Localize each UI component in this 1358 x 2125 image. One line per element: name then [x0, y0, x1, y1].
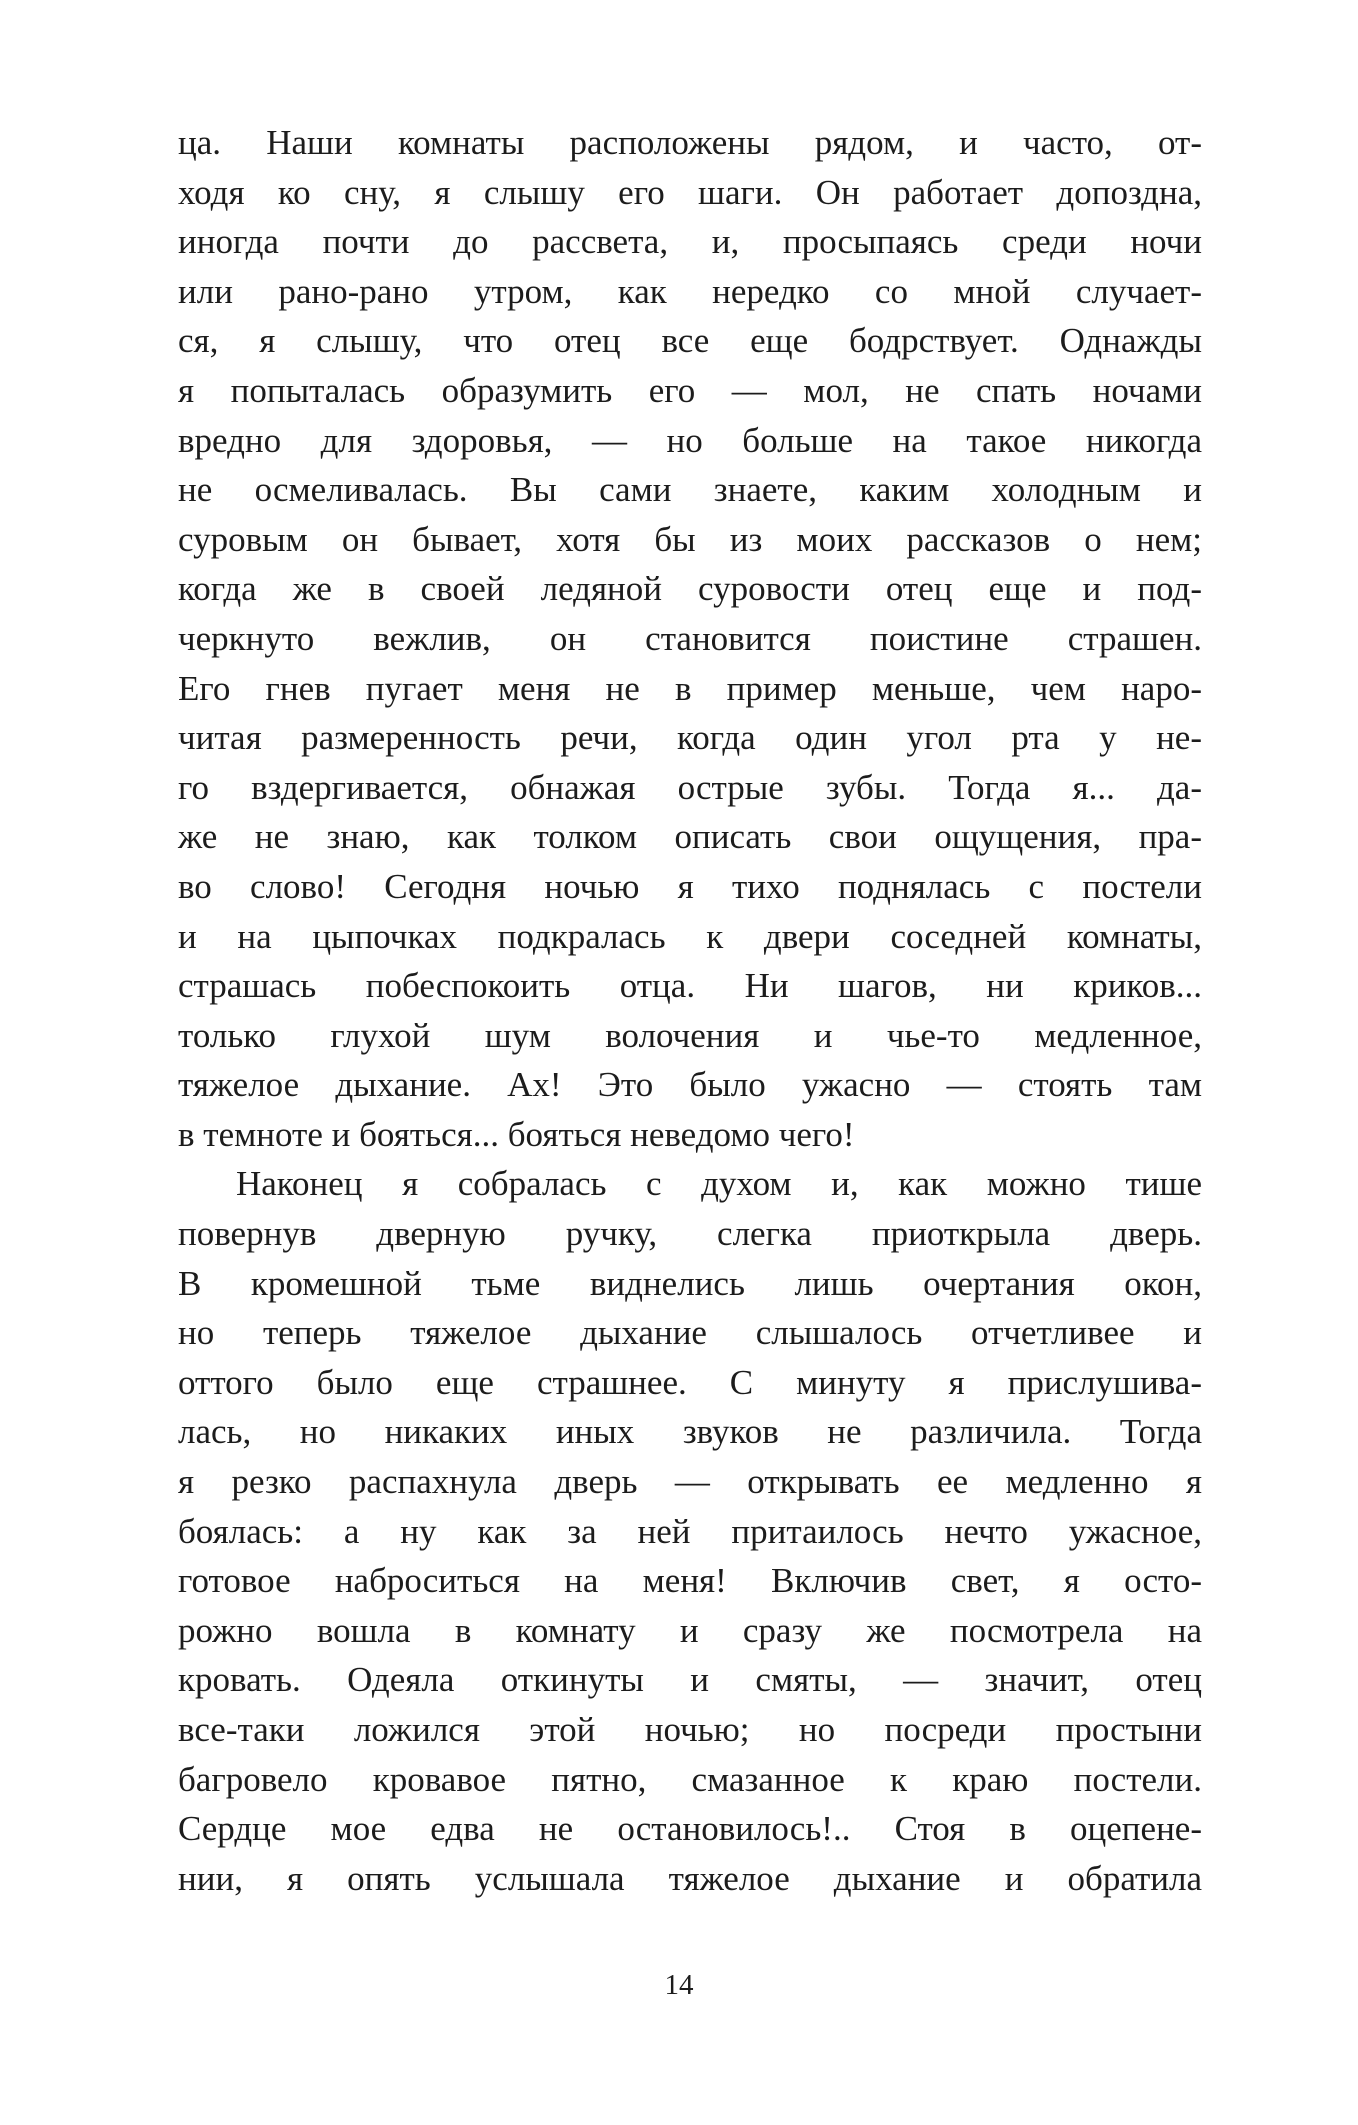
text-line: го вздергивается, обнажая острые зубы. Тогда я... да-: [178, 767, 1202, 807]
text-line: боялась: а ну как за ней притаилось нечто ужасное,: [178, 1511, 1202, 1551]
text-line: не осмеливалась. Вы сами знаете, каким холодным и: [178, 470, 1202, 510]
text-line: ся, я слышу, что отец все еще бодрствует. Однажды: [178, 321, 1202, 361]
text-line: все-таки ложился этой ночью; но посреди простыни: [178, 1710, 1202, 1749]
page-number: 14: [664, 1969, 694, 2001]
text-line: багровело кровавое пятно, смазанное к краю постели.: [178, 1759, 1202, 1799]
text-line: во слово! Сегодня ночью я тихо поднялась с постели: [178, 866, 1202, 906]
text-line: Сердце мое едва не остановилось!.. Стоя в оцепене-: [178, 1809, 1202, 1849]
paragraph: [178, 118, 1202, 1159]
text-line: черкнуто вежлив, он становится поистине страшен.: [178, 618, 1202, 658]
text-line: и на цыпочках подкралась к двери соседней комнаты,: [178, 916, 1202, 956]
text-line: Его гнев пугает меня не в пример меньше, чем наро-: [178, 668, 1202, 708]
text-line: нии, я опять услышала тяжелое дыхание и обратила: [178, 1858, 1202, 1898]
text-line: Наконец я собралась с духом и, как можно тише: [236, 1164, 1202, 1204]
text-line: же не знаю, как толком описать свои ощущения, пра-: [178, 817, 1202, 857]
text-line: В кромешной тьме виднелись лишь очертания окон,: [178, 1263, 1202, 1303]
text-line: рожно вошла в комнату и сразу же посмотрела на: [178, 1610, 1202, 1650]
text-line: в темноте и бояться... бояться неведомо чего!: [178, 1114, 855, 1154]
text-line: страшась побеспокоить отца. Ни шагов, ни криков...: [178, 966, 1202, 1006]
body-text: [178, 118, 1202, 1903]
text-line: тяжелое дыхание. Ах! Это было ужасно — стоять там: [178, 1065, 1202, 1105]
text-line: готовое наброситься на меня! Включив свет, я осто-: [178, 1561, 1202, 1601]
text-line: ца. Наши комнаты расположены рядом, и часто, от-: [178, 123, 1202, 162]
text-line: только глухой шум волочения и чье-то медленное,: [178, 1015, 1202, 1055]
paragraph: [178, 1159, 1202, 1903]
text-line: я резко распахнула дверь — открывать ее медленно я: [178, 1462, 1202, 1502]
text-line: но теперь тяжелое дыхание слышалось отчетливее и: [178, 1313, 1202, 1353]
text-line: я попыталась образумить его — мол, не спать ночами: [178, 370, 1202, 410]
text-line: лась, но никаких иных звуков не различила. Тогда: [178, 1412, 1202, 1452]
text-line: повернув дверную ручку, слегка приоткрыла дверь.: [178, 1214, 1202, 1254]
text-line: или рано-рано утром, как нередко со мной случает-: [178, 271, 1202, 311]
text-line: кровать. Одеяла откинуты и смяты, — значит, отец: [178, 1660, 1202, 1700]
text-line: когда же в своей ледяной суровости отец еще и под-: [178, 569, 1202, 609]
text-line: суровым он бывает, хотя бы из моих рассказов о нем;: [178, 519, 1202, 559]
text-line: читая размеренность речи, когда один угол рта у не-: [178, 718, 1202, 758]
text-line: ходя ко сну, я слышу его шаги. Он работает допоздна,: [178, 172, 1202, 212]
text-line: оттого было еще страшнее. С минуту я прислушива-: [178, 1362, 1202, 1402]
text-line: вредно для здоровья, — но больше на такое никогда: [178, 420, 1202, 460]
text-line: иногда почти до рассвета, и, просыпаясь среди ночи: [178, 222, 1202, 262]
